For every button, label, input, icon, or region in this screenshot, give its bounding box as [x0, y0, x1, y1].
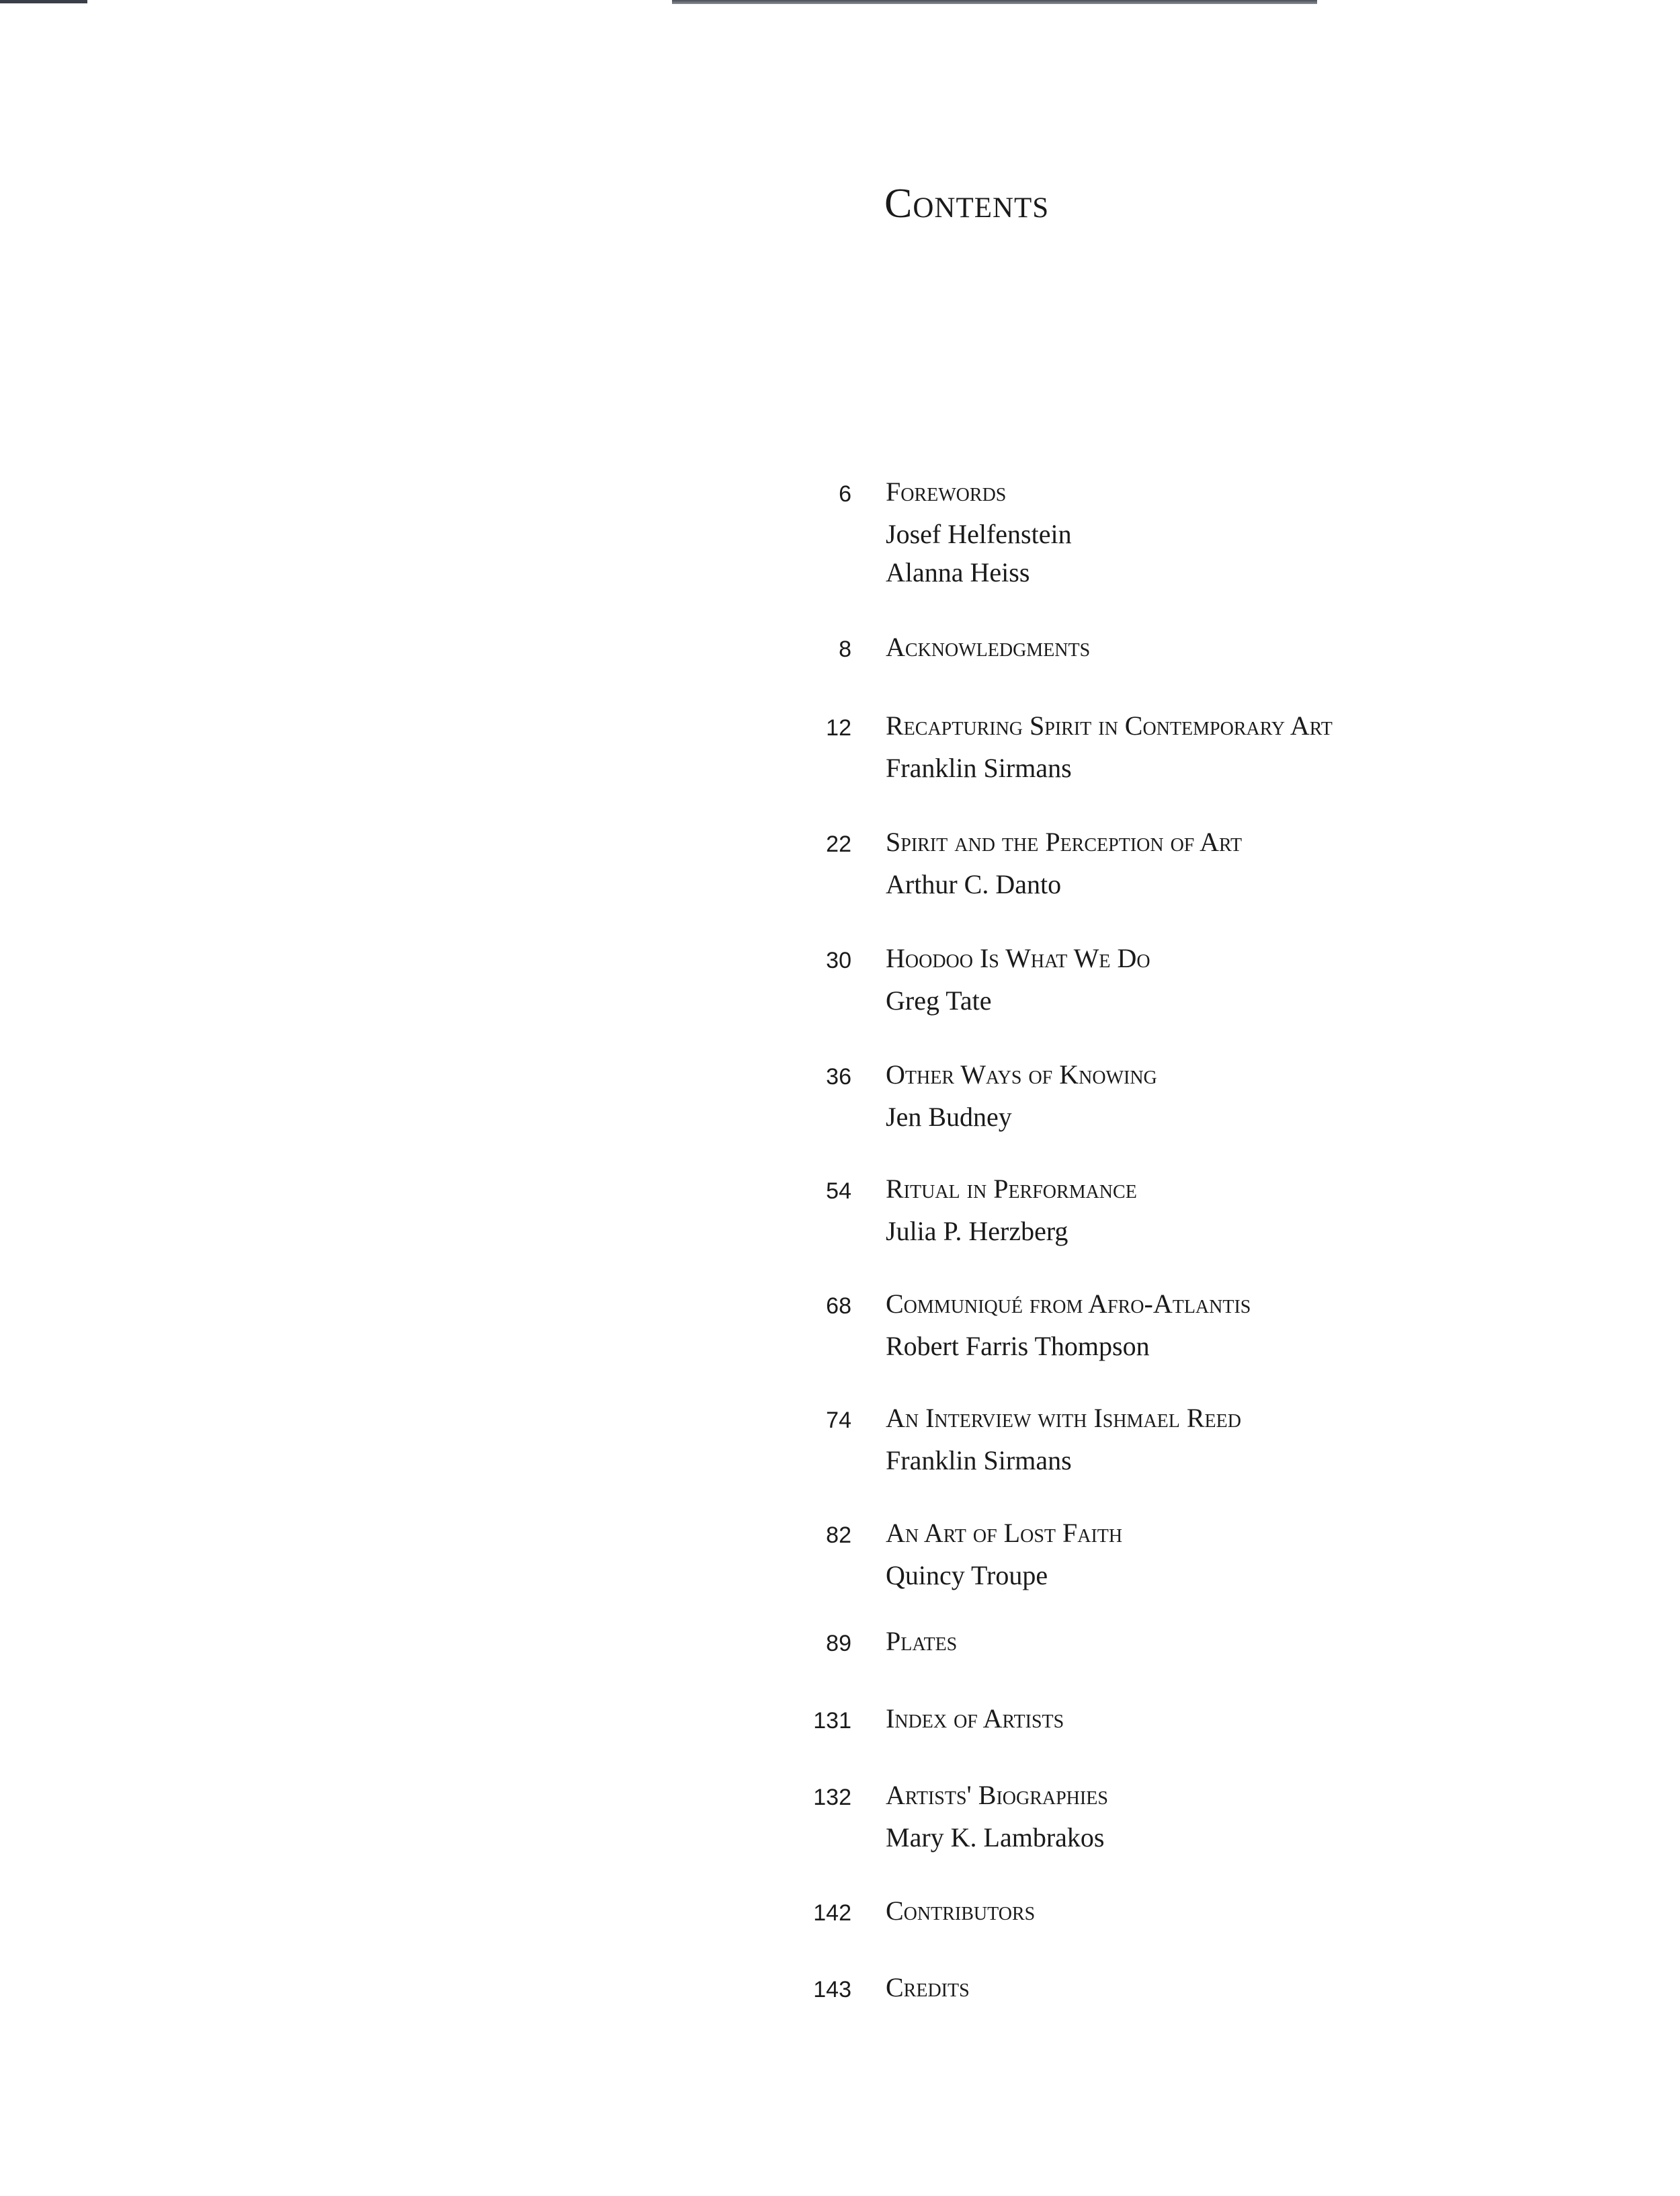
entry-title: Communiqué from Afro-Atlantis	[886, 1289, 1251, 1319]
scan-edge-shadow	[0, 0, 87, 3]
page-number: 30	[826, 948, 851, 973]
entry-author: Greg Tate	[886, 985, 992, 1016]
entry-title: Ritual in Performance	[886, 1174, 1137, 1204]
entry-author: Robert Farris Thompson	[886, 1331, 1150, 1361]
entry-title: Hoodoo Is What We Do	[886, 943, 1150, 973]
entry-author: Arthur C. Danto	[886, 869, 1062, 899]
entry-author: Julia P. Herzberg	[886, 1216, 1068, 1246]
entry-author: Quincy Troupe	[886, 1560, 1048, 1590]
entry-authors	[886, 1327, 1150, 1365]
entry-author: Franklin Sirmans	[886, 753, 1072, 783]
entry-author: Alanna Heiss	[886, 557, 1030, 587]
entry-title: Artists' Biographies	[886, 1780, 1108, 1810]
page-number: 12	[826, 715, 851, 741]
entry-authors	[886, 515, 1072, 592]
entry-title: Spirit and the Perception of Art	[886, 827, 1243, 857]
entry-title: Forewords	[886, 477, 1007, 507]
entry-author: Josef Helfenstein	[886, 519, 1072, 549]
page-number: 142	[813, 1900, 851, 1926]
page-number: 132	[813, 1785, 851, 1810]
entry-title: Credits	[886, 1972, 970, 2002]
page-number: 82	[826, 1522, 851, 1548]
page-title: Contents	[884, 181, 1050, 227]
entry-title: Recapturing Spirit in Contemporary Art	[886, 710, 1333, 741]
page-number: 54	[826, 1178, 851, 1204]
page-number: 131	[813, 1708, 851, 1734]
entry-author: Franklin Sirmans	[886, 1445, 1072, 1475]
entry-authors	[886, 1441, 1072, 1479]
entry-title: Plates	[886, 1626, 958, 1656]
page-number: 36	[826, 1064, 851, 1090]
entry-authors	[886, 1212, 1068, 1250]
entry-authors	[886, 1818, 1104, 1857]
entry-title: Acknowledgments	[886, 632, 1091, 662]
page-number: 8	[839, 637, 851, 662]
entry-authors	[886, 1556, 1048, 1594]
scan-edge-shadow	[672, 0, 1317, 4]
entry-title: An Interview with Ishmael Reed	[886, 1403, 1241, 1433]
page-number: 89	[826, 1631, 851, 1656]
entry-authors	[886, 1098, 1012, 1136]
page-number: 6	[839, 481, 851, 507]
entry-authors	[886, 749, 1072, 787]
entry-title: An Art of Lost Faith	[886, 1518, 1123, 1548]
entry-title: Index of Artists	[886, 1703, 1064, 1734]
entry-title: Other Ways of Knowing	[886, 1059, 1157, 1090]
page-number: 22	[826, 831, 851, 857]
page-number: 68	[826, 1293, 851, 1319]
page-number: 74	[826, 1408, 851, 1433]
entry-authors	[886, 865, 1061, 903]
entry-author: Jen Budney	[886, 1102, 1012, 1132]
entry-authors	[886, 981, 992, 1020]
entry-author: Mary K. Lambrakos	[886, 1822, 1105, 1853]
page-number: 143	[813, 1977, 851, 2002]
entry-title: Contributors	[886, 1896, 1036, 1926]
